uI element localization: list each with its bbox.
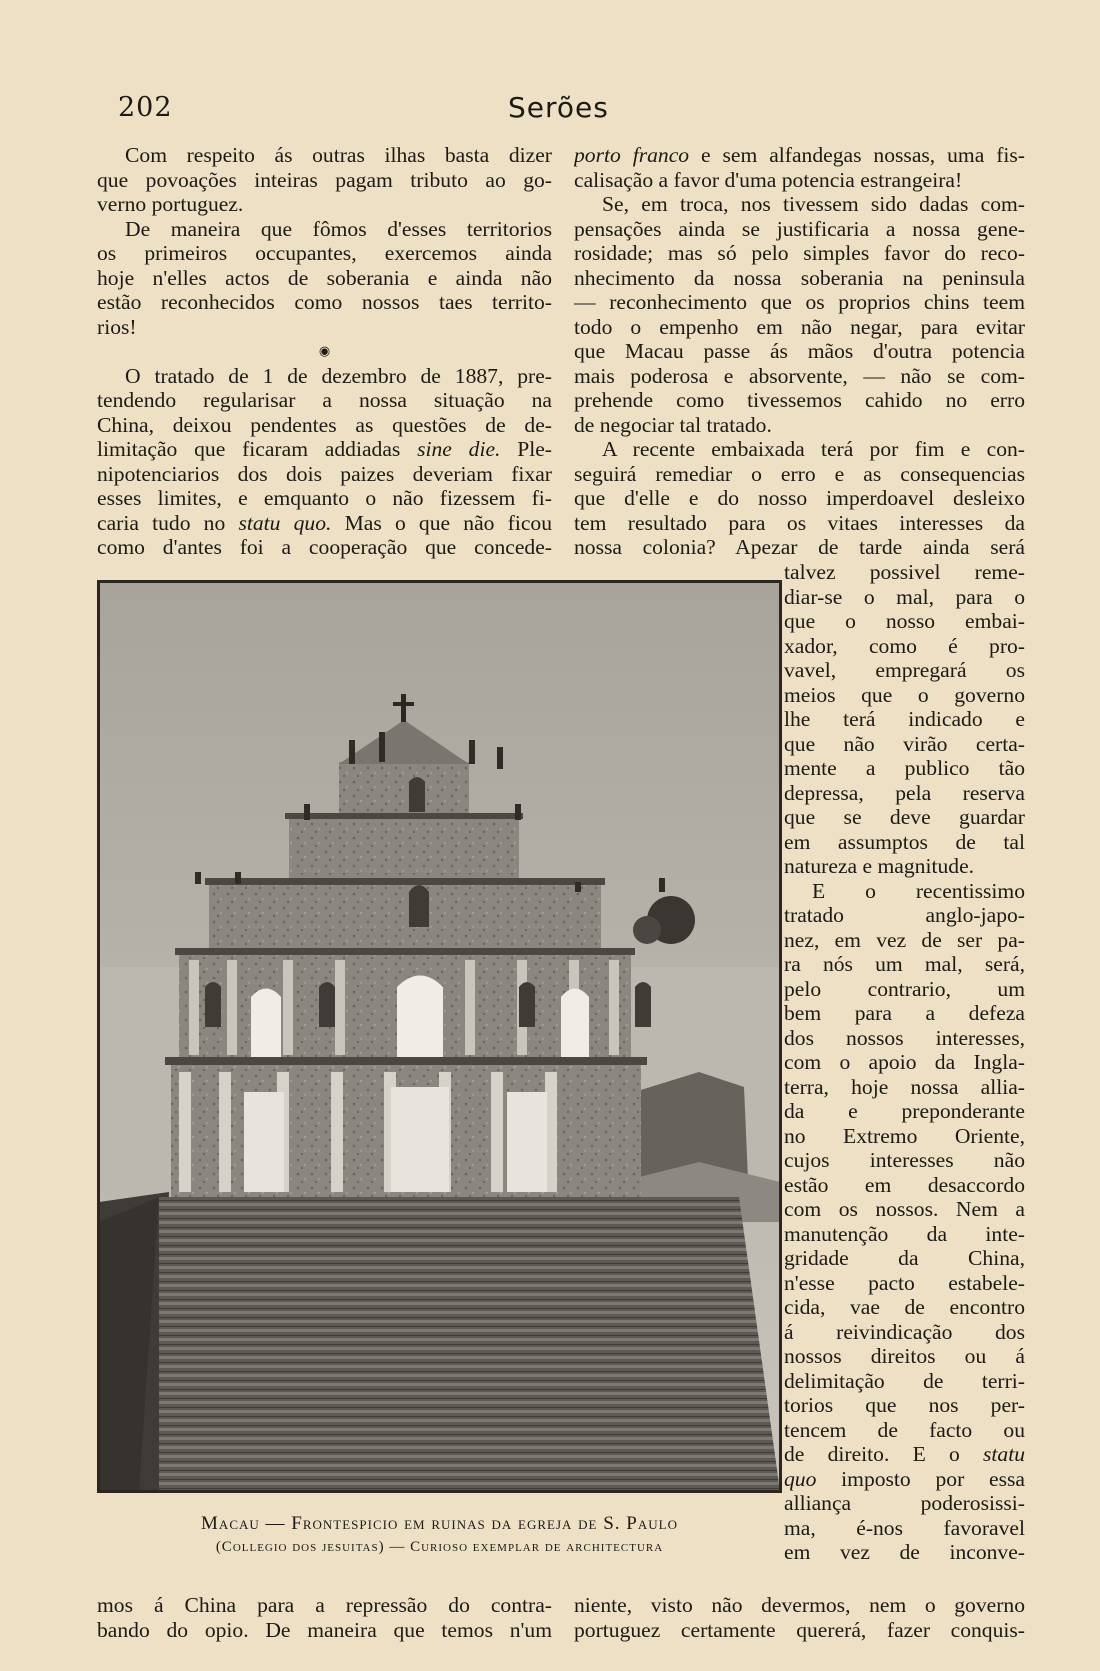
text-line: niente, visto não devermos, nem o governo xyxy=(574,1593,1025,1617)
church-ruins-photograph xyxy=(97,580,782,1493)
text-line: tem resultado para os vitaes interesses da xyxy=(574,510,1025,535)
text-line: cujos interesses não xyxy=(784,1148,1025,1172)
caption-line-1: Macau — Frontespicio em ruinas da egreja de S. Paulo xyxy=(201,1513,678,1534)
photo-illustration xyxy=(99,582,780,1491)
italic-term: statu quo. xyxy=(238,510,332,535)
text-line: bem para a defeza xyxy=(784,1001,1025,1025)
caption-line-2: (Collegio dos jesuitas) — Curioso exemplar de architectura xyxy=(215,1539,664,1555)
text-line: delimitação de terri- xyxy=(784,1368,1025,1393)
text-line: — reconhecimento que os proprios chins teem xyxy=(574,290,1025,314)
text-line: no Extremo Oriente, xyxy=(784,1123,1025,1148)
italic-term: porto franco xyxy=(574,143,690,167)
text-line: da e preponderante xyxy=(784,1099,1025,1123)
text-line: porto franco e sem alfandegas nossas, uma fis- xyxy=(574,143,1025,167)
text-line: rosidade; mas só pelo simples favor do reco- xyxy=(574,241,1025,265)
text-line: Se, em troca, nos tivessem sido dadas com- xyxy=(602,192,1025,216)
text-line: Com respeito ás outras ilhas basta dizer xyxy=(125,143,552,167)
section-ornament: ◉ xyxy=(318,343,331,358)
text-line: tratado anglo-japo- xyxy=(784,903,1025,927)
text-line: estão reconhecidos como nossos taes territo- xyxy=(97,290,552,314)
text-line: estão em desaccordo xyxy=(784,1172,1025,1197)
text-line: nhecimento da nossa soberania na peninsula xyxy=(574,265,1025,290)
text-line: que o nosso embai- xyxy=(784,609,1025,633)
right-column xyxy=(574,143,1025,560)
text-line: O tratado de 1 de dezembro de 1887, pre- xyxy=(125,363,552,388)
text-line: tencem de facto ou xyxy=(784,1417,1025,1442)
italic-term: quo xyxy=(784,1466,817,1491)
text-line: dos nossos interesses, xyxy=(784,1025,1025,1050)
text-line: ra nós um mal, será, xyxy=(784,952,1025,976)
figure-caption xyxy=(97,1512,782,1558)
text-line: n'esse pacto estabele- xyxy=(784,1270,1025,1295)
text-line: torios que nos per- xyxy=(784,1393,1025,1417)
text-line: depressa, pela reserva xyxy=(784,780,1025,805)
page-header xyxy=(118,92,1030,136)
text-line: xador, como é pro- xyxy=(784,633,1025,658)
text-line: natureza e magnitude. xyxy=(784,854,975,878)
text-line: A recente embaixada terá por fim e con- xyxy=(602,437,1025,461)
text-line: seguirá remediar o erro e as consequencias xyxy=(574,461,1025,486)
text-line: em assumptos de tal xyxy=(784,829,1025,854)
text-line: prehende como tivessemos cahido no erro xyxy=(574,388,1025,412)
text-line: de negociar tal tratado. xyxy=(574,412,772,437)
text-line: que se deve guardar xyxy=(784,805,1025,829)
text-line: com os nossos. Nem a xyxy=(784,1197,1025,1221)
text-line: lhe terá indicado e xyxy=(784,707,1025,731)
text-line: manutenção da inte- xyxy=(784,1221,1025,1246)
text-line: meios que o governo xyxy=(784,682,1025,707)
text-line: nossa colonia? Apezar de tarde ainda será xyxy=(574,535,1025,559)
left-column xyxy=(97,143,552,560)
text-line: nipotenciarios dos dois paizes deveriam fixar xyxy=(97,461,552,486)
text-line: hoje n'elles actos de soberania e ainda não xyxy=(97,265,552,290)
text-line: portuguez certamente quererá, fazer conquis- xyxy=(574,1617,1025,1642)
text-line: pensações ainda se justificaria a nossa gene- xyxy=(574,216,1025,241)
text-line: mos á China para a repressão do contra- xyxy=(97,1593,552,1617)
text-line: China, deixou pendentes as questões de de- xyxy=(97,412,552,437)
text-line: de direito. E o statu xyxy=(784,1442,1025,1466)
text-line: á reivindicação dos xyxy=(784,1319,1025,1344)
text-line: que não virão certa- xyxy=(784,731,1025,756)
text-line: que Macau passe ás mãos d'outra potencia xyxy=(574,339,1025,363)
text-line: limitação que ficaram addiadas sine die. Ple- xyxy=(97,437,552,461)
text-line: diar-se o mal, para o xyxy=(784,584,1025,609)
wrap-column xyxy=(784,560,1025,1565)
text-line: talvez possivel reme- xyxy=(784,560,1025,584)
italic-term: statu xyxy=(983,1442,1025,1466)
bottom-left-column xyxy=(97,1593,552,1642)
running-title: Serões xyxy=(508,91,609,124)
page-number: 202 xyxy=(118,92,173,123)
bottom-right-column xyxy=(574,1593,1025,1642)
italic-term: sine die. xyxy=(417,437,501,461)
text-line: que d'elle e do nosso imperdoavel desleixo xyxy=(574,486,1025,510)
text-line: alliança poderosissi- xyxy=(784,1491,1025,1515)
text-line: verno portuguez. xyxy=(97,192,244,216)
text-line: cida, vae de encontro xyxy=(784,1295,1025,1319)
text-line: mente a publico tão xyxy=(784,756,1025,780)
text-line: com o apoio da Ingla- xyxy=(784,1050,1025,1074)
text-line: E o recentissimo xyxy=(812,878,1025,903)
text-line: gridade da China, xyxy=(784,1246,1025,1270)
text-line: pelo contrario, um xyxy=(784,976,1025,1001)
text-line: ma, é-nos favoravel xyxy=(784,1515,1025,1540)
text-line: que povoações inteiras pagam tributo ao go- xyxy=(97,167,552,192)
text-line: tendendo regularisar a nossa situação na xyxy=(97,388,552,412)
text-line: nossos direitos ou á xyxy=(784,1344,1025,1368)
text-line: nez, em vez de ser pa- xyxy=(784,927,1025,952)
text-line: bando do opio. De maneira que temos n'um xyxy=(97,1617,552,1642)
text-line: calisação a favor d'uma potencia estrangeira! xyxy=(574,167,963,192)
text-line: todo o empenho em não negar, para evitar xyxy=(574,314,1025,339)
text-line: como d'antes foi a cooperação que concede- xyxy=(97,535,552,559)
text-line: esses limites, e emquanto o não fizessem fi- xyxy=(97,486,552,510)
text-line: De maneira que fômos d'esses territorios xyxy=(125,216,552,241)
text-line: terra, hoje nossa allia- xyxy=(784,1074,1025,1099)
text-line: caria tudo no statu quo. Mas o que não ficou xyxy=(97,510,552,535)
text-line: mais poderosa e absorvente, — não se com- xyxy=(574,363,1025,388)
text-line: em vez de inconve- xyxy=(784,1540,1025,1564)
text-line: rios! xyxy=(97,314,137,339)
text-line: quo imposto por essa xyxy=(784,1466,1025,1491)
text-line: vavel, empregará os xyxy=(784,658,1025,682)
text-line: os primeiros occupantes, exercemos ainda xyxy=(97,241,552,265)
